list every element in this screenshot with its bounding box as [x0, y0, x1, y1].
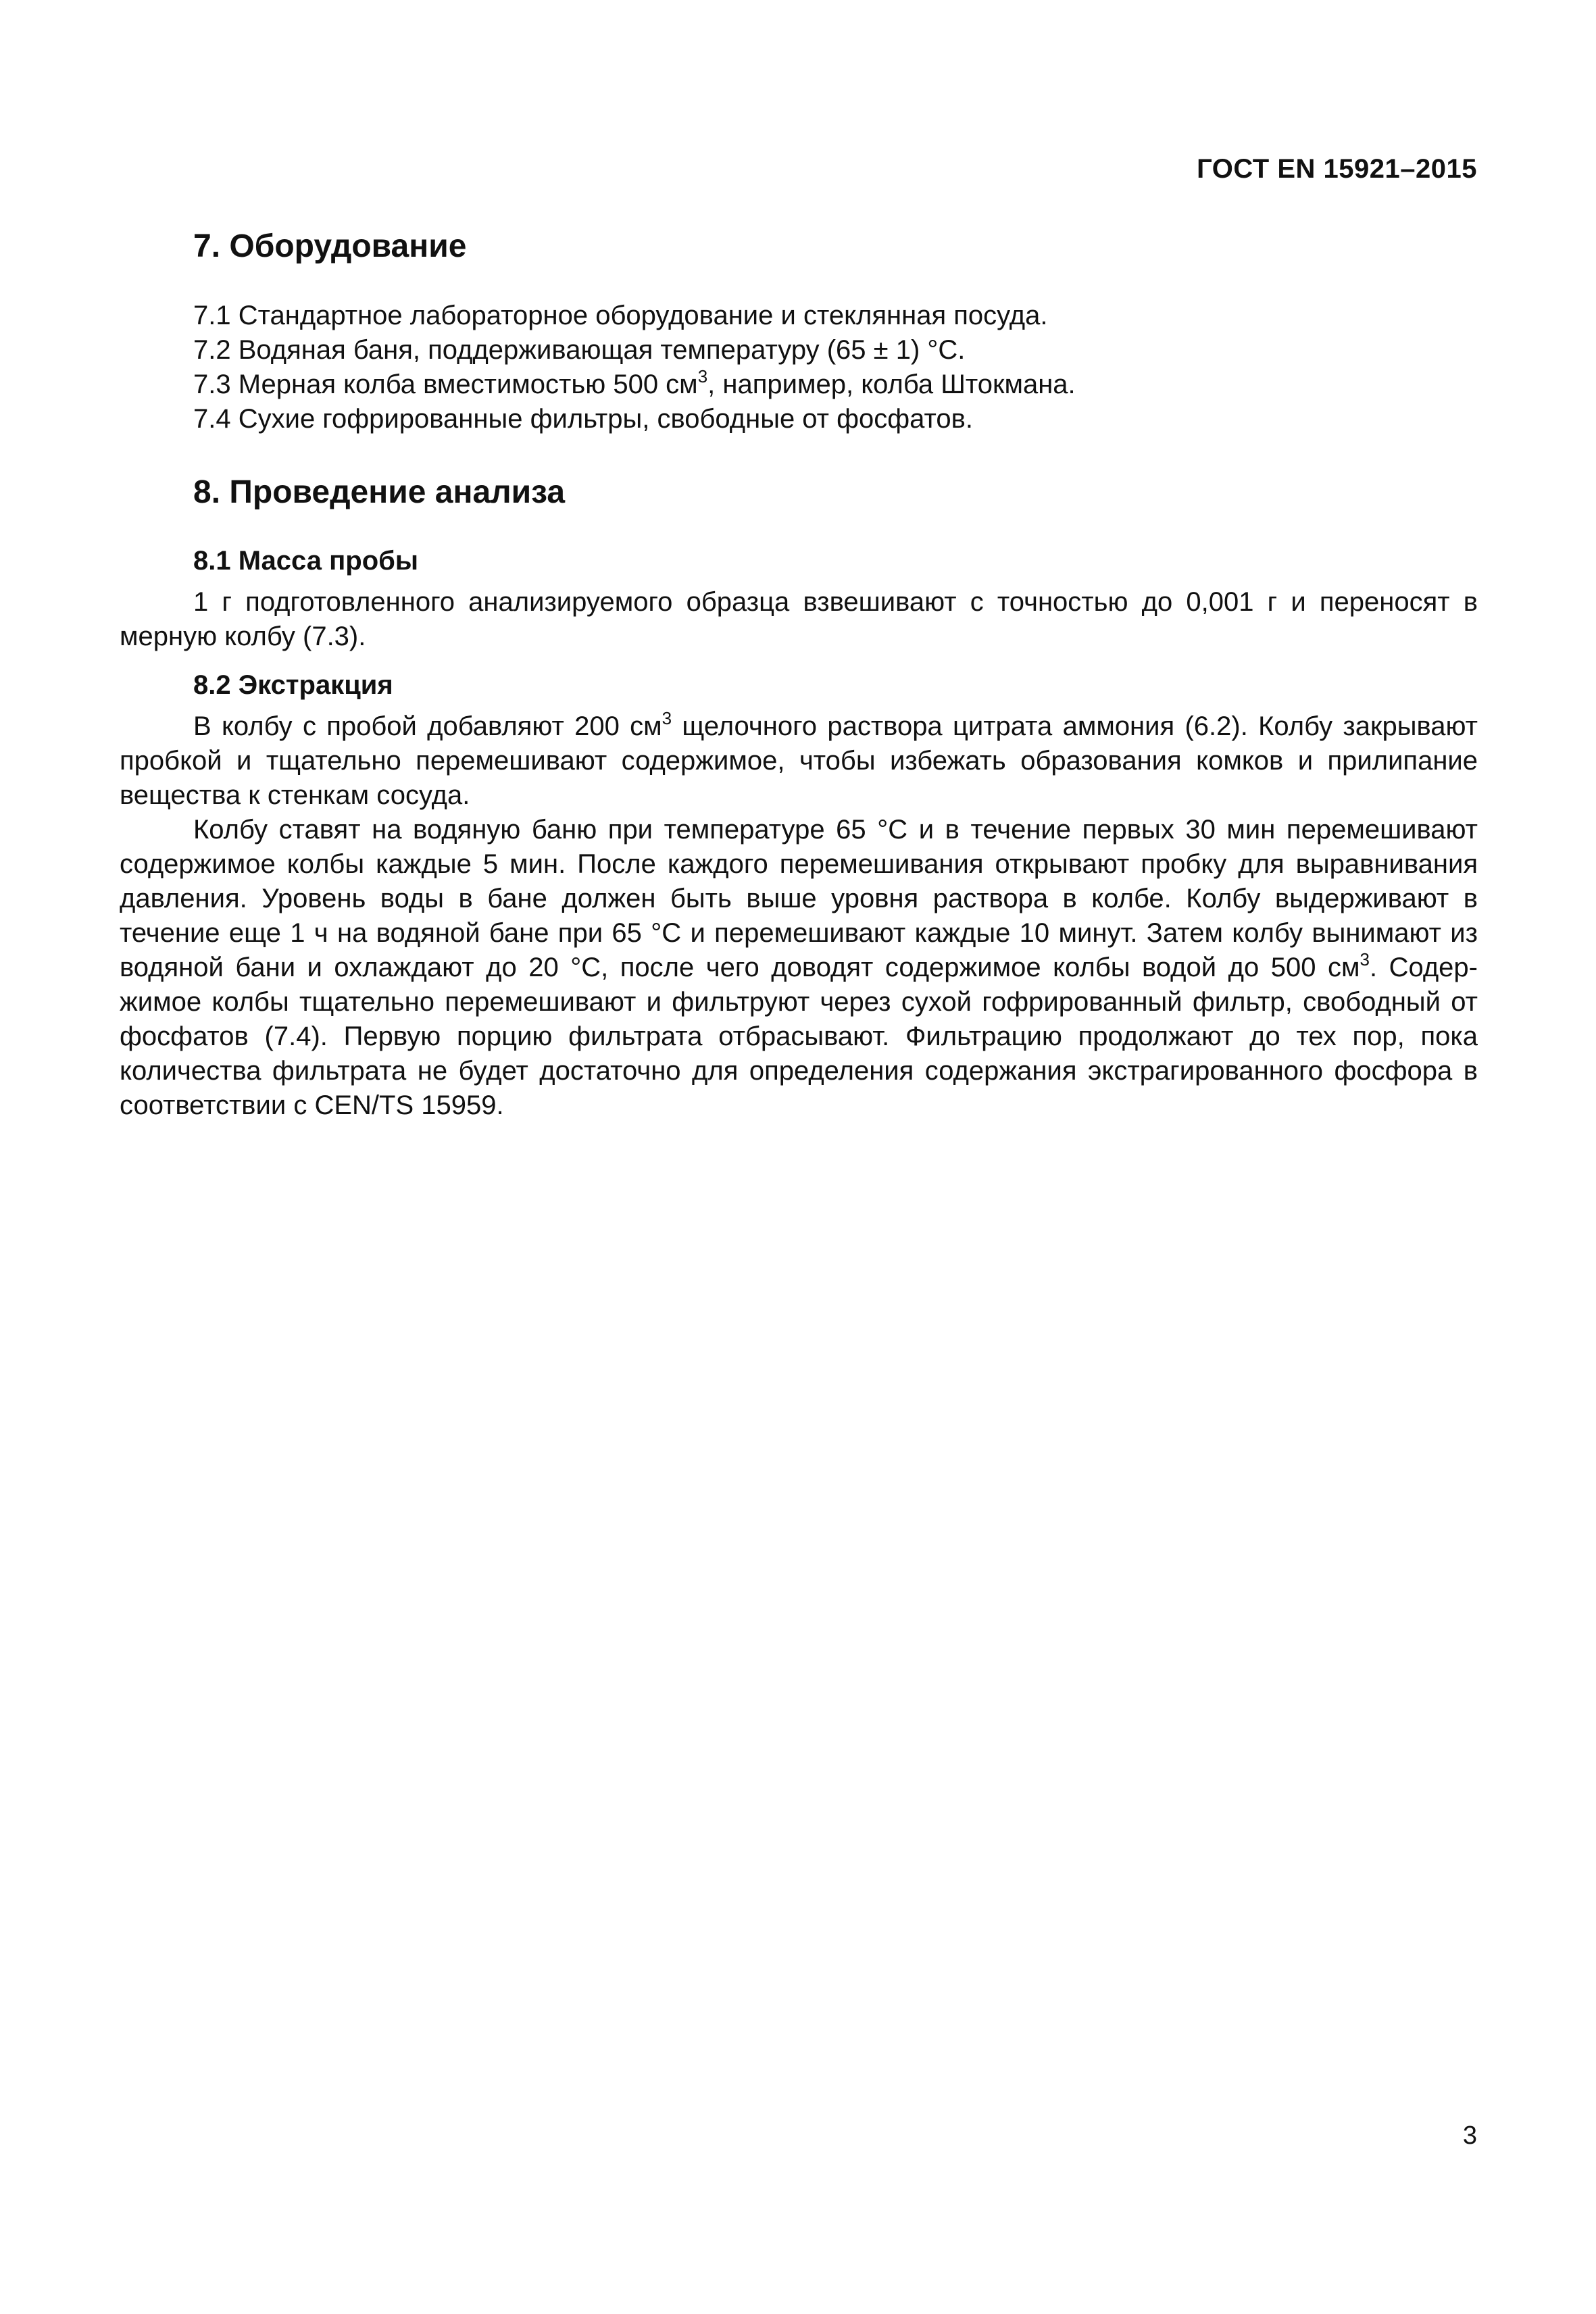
paragraph: 1 г подготовленного анализируемого образца взвешивают с точностью до 0,001 г и переносят в мерную колбу (7.3). — [120, 587, 1478, 651]
superscript: 3 — [662, 707, 672, 728]
page-number: 3 — [1462, 2121, 1477, 2150]
section-8-title: 8. Проведение анализа — [193, 474, 566, 510]
paragraph-text: щелочного раствора цитрата аммония (6.2). Колбу закрывают пробкой и тщательно перемешивают содержимое, чтобы избежать образования комков и прилипание вещества к стенкам сосуда. — [120, 711, 1478, 810]
paragraph-text: Колбу ставят на водяную баню при температуре 65 °С и в течение первых 30 мин перемешивают содержимое колбы каждые 5 мин. После каждого перемешивания открывают пробку для выравнивания давления. Уровень воды в бане должен быть выше уровня раствора в колбе. Колбу выдерживают в течение еще 1 ч на водяной бане при 65 °С и перемешивают каждые 10 минут. Затем колбу вынимают из водяной бани и охлаждают до 20 °С, после чего доводят содержимое колбы водой до 500 см — [120, 815, 1478, 982]
superscript: 3 — [697, 366, 708, 386]
list-item: 7.4 Сухие гофрированные фильтры, свободные от фосфатов. — [193, 404, 974, 434]
list-item-text: , например, колба Штокмана. — [707, 370, 1076, 399]
paragraph-text: . Содержимое колбы тщательно перемешивают и фильтруют через сухой гофрированный фильтр, свободный от фосфатов (7.4). Первую порцию фильтрата отбрасывают. Фильтрацию продолжают до тех пор, пока количества фильтрата не будет достаточно для определения содержания экстрагированного фосфора в соответствии с CEN/TS 15959. — [120, 953, 1478, 1120]
list-item-text: 7.3 Мерная колба вместимостью 500 см — [193, 370, 698, 399]
subsection-8-1-title: 8.1 Масса пробы — [193, 546, 419, 576]
paragraph-text: В колбу с пробой добавляют 200 см — [193, 711, 662, 741]
superscript: 3 — [1360, 949, 1370, 970]
list-item: 7.2 Водяная баня, поддерживающая температуру (65 ± 1) °С. — [193, 335, 966, 365]
document-code: ГОСТ EN 15921–2015 — [1197, 154, 1477, 184]
list-item: 7.1 Стандартное лабораторное оборудование и стеклянная посуда. — [193, 301, 1048, 330]
section-7-title: 7. Оборудование — [193, 228, 467, 264]
subsection-8-2-title: 8.2 Экстракция — [193, 670, 393, 700]
document-body — [120, 223, 1478, 1123]
paragraph — [120, 709, 1478, 813]
equipment-list — [193, 299, 1478, 436]
list-item — [193, 368, 1478, 402]
paragraph — [120, 813, 1478, 1123]
